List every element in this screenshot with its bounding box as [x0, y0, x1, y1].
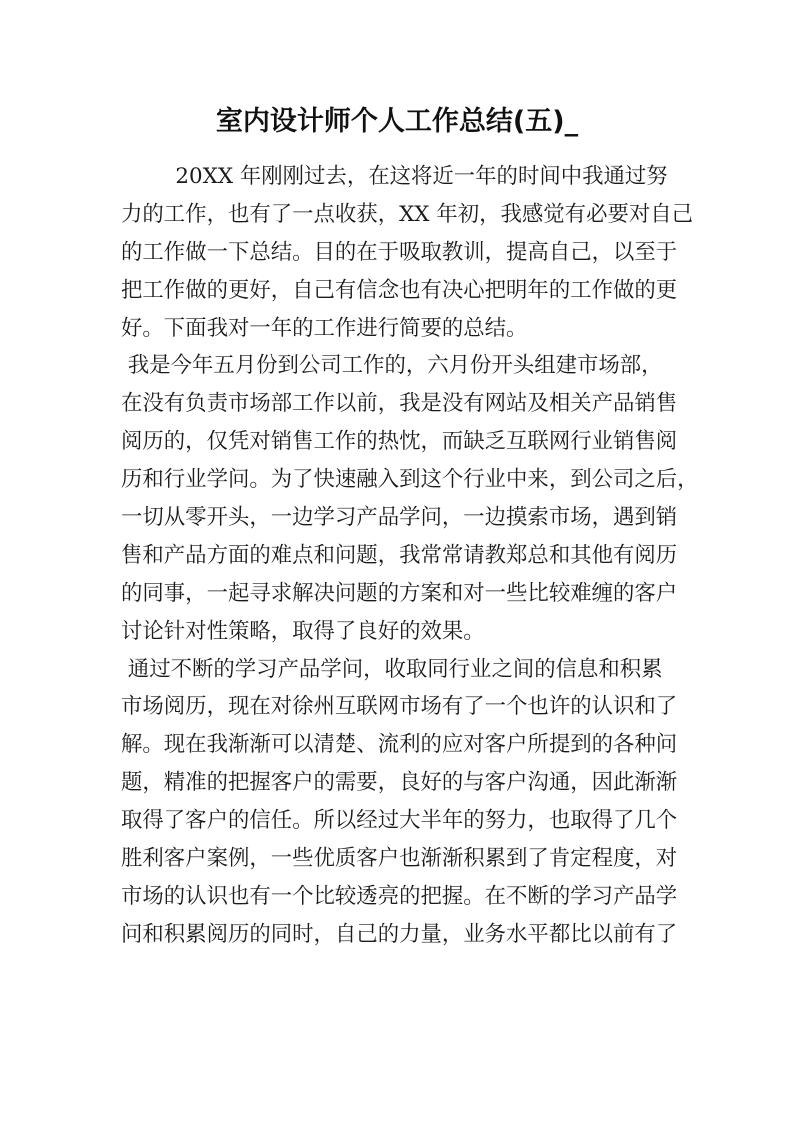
- text-line: 题，精准的把握客户的需要，良好的与客户沟通，因此渐渐: [121, 770, 678, 796]
- text-line: 问和积累阅历的同时，自己的力量，业务水平都比以前有了: [121, 921, 678, 947]
- text-line: 售和产品方面的难点和问题，我常常请教郑总和其他有阅历: [121, 542, 678, 568]
- text-line: 阅历的，仅凭对销售工作的热忱，而缺乏互联网行业销售阅: [121, 429, 678, 455]
- text-line: 的同事，一起寻求解决问题的方案和对一些比较难缠的客户: [121, 580, 678, 606]
- text-line: 我是今年五月份到公司工作的，六月份开头组建市场部，: [121, 353, 663, 379]
- text-line: 历和行业学问。为了快速融入到这个行业中来，到公司之后，: [121, 467, 699, 493]
- text-line: 力的工作，也有了一点收获，XX 年初，我感觉有必要对自己: [121, 201, 694, 227]
- text-line: 解。现在我渐渐可以清楚、流利的应对客户所提到的各种问: [121, 732, 678, 758]
- text-line: 市场的认识也有一个比较透亮的把握。在不断的学习产品学: [121, 883, 678, 909]
- text-line: 在没有负责市场部工作以前，我是没有网站及相关产品销售: [121, 391, 678, 417]
- text-line: 讨论针对性策略，取得了良好的效果。: [121, 618, 485, 644]
- text-line: 市场阅历，现在对徐州互联网市场有了一个也许的认识和了: [121, 694, 678, 720]
- text-line: 一切从零开头，一边学习产品学问，一边摸索市场，遇到销: [121, 505, 678, 531]
- text-line: 胜利客户案例，一些优质客户也渐渐积累到了肯定程度，对: [121, 846, 678, 872]
- text-line: 取得了客户的信任。所以经过大半年的努力，也取得了几个: [121, 808, 678, 834]
- document-title: 室内设计师个人工作总结(五)_: [215, 106, 579, 137]
- text-line: 20XX 年刚刚过去，在这将近一年的时间中我通过努: [121, 164, 668, 189]
- text-line: 好。下面我对一年的工作进行简要的总结。: [121, 315, 528, 341]
- text-line: 把工作做的更好，自己有信念也有决心把明年的工作做的更: [121, 277, 678, 303]
- text-line: 通过不断的学习产品学问，收取同行业之间的信息和积累: [121, 656, 663, 682]
- document-body: [121, 158, 699, 954]
- text-line: 的工作做一下总结。目的在于吸取教训，提高自己，以至于: [121, 239, 678, 265]
